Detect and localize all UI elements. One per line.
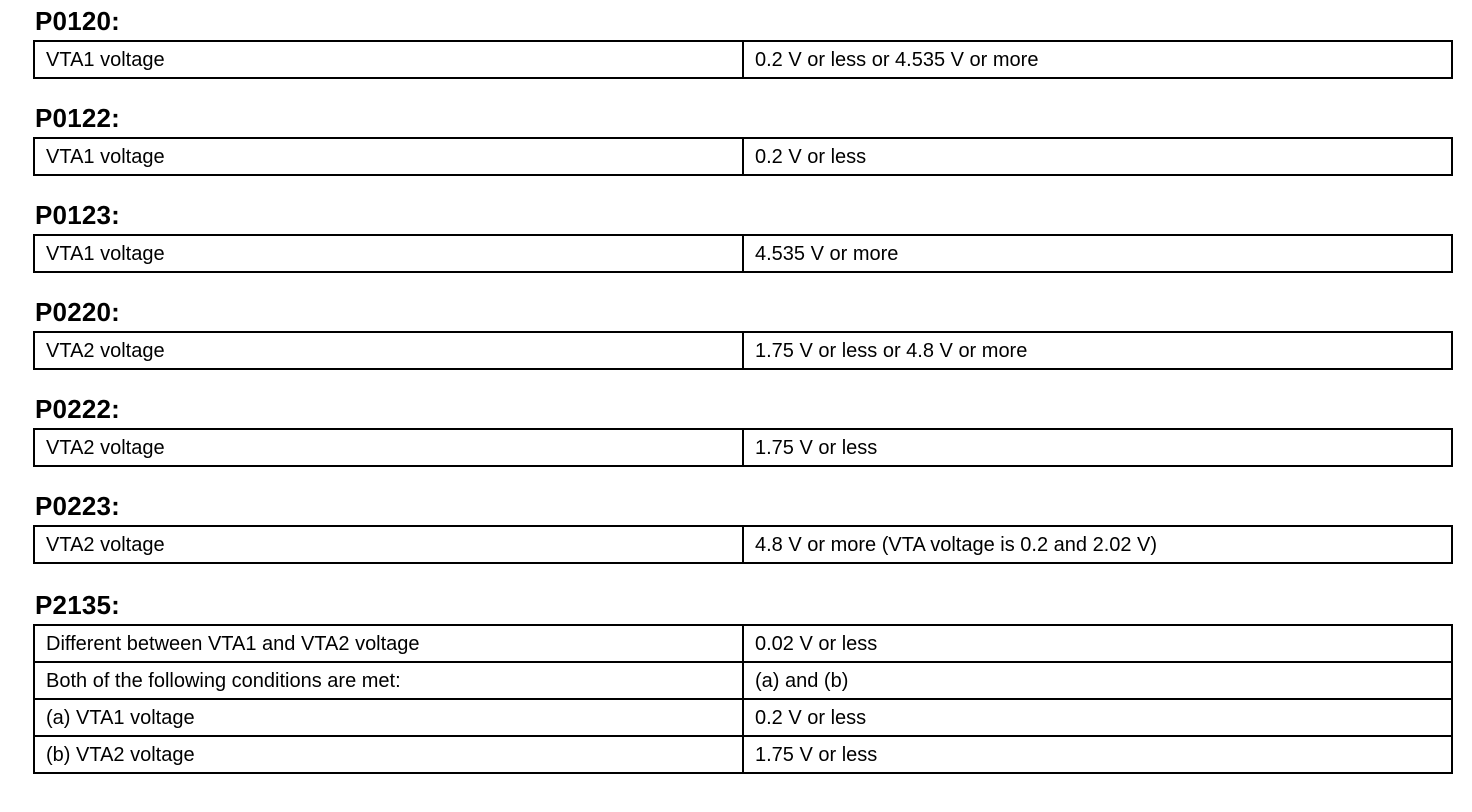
table-row	[34, 625, 1452, 662]
dtc-code-heading: P0122:	[35, 103, 121, 133]
condition-cell: 1.75 V or less	[743, 429, 1452, 466]
table-row	[34, 526, 1452, 563]
dtc-code-heading: P0120:	[35, 6, 121, 36]
dtc-condition-table	[33, 137, 1453, 176]
item-cell: (b) VTA2 voltage	[34, 736, 743, 773]
condition-cell: 4.535 V or more	[743, 235, 1452, 272]
item-cell: VTA1 voltage	[34, 138, 743, 175]
item-cell: Both of the following conditions are met:	[34, 662, 743, 699]
table-row	[34, 138, 1452, 175]
item-cell: VTA2 voltage	[34, 332, 743, 369]
table-row	[34, 41, 1452, 78]
condition-cell: 0.2 V or less or 4.535 V or more	[743, 41, 1452, 78]
dtc-code-heading: P0222:	[35, 394, 121, 424]
condition-cell: 1.75 V or less	[743, 736, 1452, 773]
table-row	[34, 662, 1452, 699]
dtc-code-heading: P0123:	[35, 200, 121, 230]
dtc-condition-table	[33, 525, 1453, 564]
dtc-condition-table	[33, 40, 1453, 79]
condition-cell: 0.2 V or less	[743, 138, 1452, 175]
dtc-condition-table	[33, 428, 1453, 467]
condition-cell: 0.02 V or less	[743, 625, 1452, 662]
table-row	[34, 235, 1452, 272]
item-cell: (a) VTA1 voltage	[34, 699, 743, 736]
condition-cell: 0.2 V or less	[743, 699, 1452, 736]
item-cell: VTA1 voltage	[34, 41, 743, 78]
condition-cell: 1.75 V or less or 4.8 V or more	[743, 332, 1452, 369]
table-row	[34, 736, 1452, 773]
dtc-condition-table	[33, 331, 1453, 370]
table-row	[34, 332, 1452, 369]
dtc-code-heading: P2135:	[35, 590, 121, 620]
item-cell: VTA1 voltage	[34, 235, 743, 272]
table-row	[34, 699, 1452, 736]
dtc-code-heading: P0223:	[35, 491, 121, 521]
dtc-condition-table	[33, 234, 1453, 273]
item-cell: Different between VTA1 and VTA2 voltage	[34, 625, 743, 662]
table-row	[34, 429, 1452, 466]
condition-cell: (a) and (b)	[743, 662, 1452, 699]
item-cell: VTA2 voltage	[34, 429, 743, 466]
condition-cell: 4.8 V or more (VTA voltage is 0.2 and 2.02 V)	[743, 526, 1452, 563]
dtc-condition-table	[33, 624, 1453, 774]
dtc-code-heading: P0220:	[35, 297, 121, 327]
item-cell: VTA2 voltage	[34, 526, 743, 563]
